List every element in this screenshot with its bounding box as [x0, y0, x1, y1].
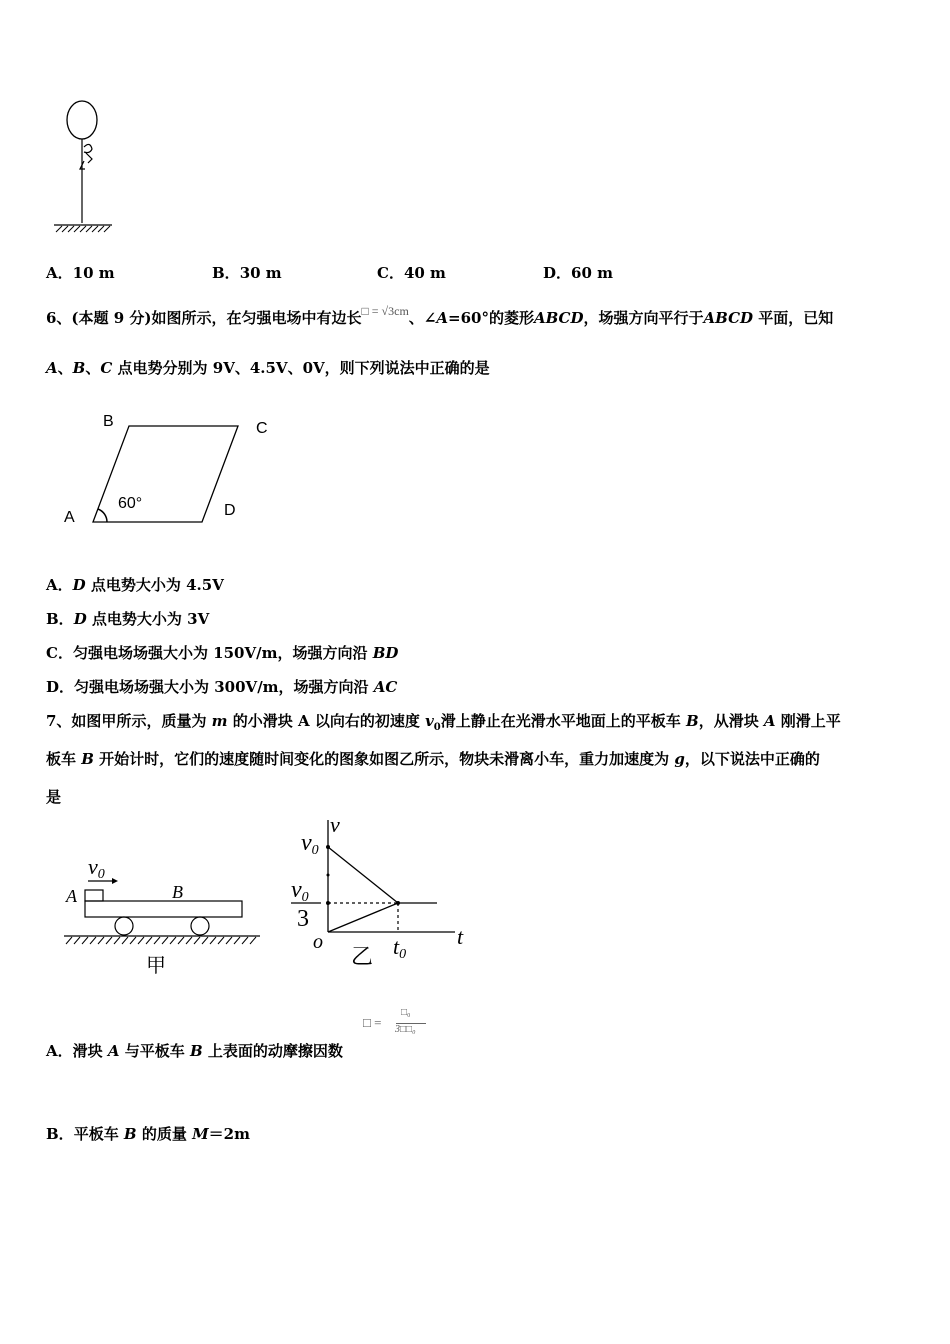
- slider-a: [85, 890, 103, 901]
- vertex-a-label: A: [64, 509, 75, 526]
- yi-t-label: t: [457, 924, 464, 949]
- vertex-d-label: D: [224, 502, 236, 519]
- q6-option-d[interactable]: D．匀强电场场强大小为 300V/m，场强方向沿 AC: [46, 678, 398, 696]
- angle-label: 60°: [118, 495, 143, 512]
- q5-option-d[interactable]: D．60 m: [543, 264, 613, 282]
- q6-stem-line2: A、B、C 点电势分别为 9V、4.5V、0V，则下列说法中正确的是: [46, 359, 490, 377]
- wheel-right: [191, 917, 209, 935]
- q7-mu-formula: □ = □₀ 3□□₀: [363, 1010, 433, 1040]
- yi-frac-den: 3: [297, 906, 309, 932]
- yi-v-label: v: [330, 812, 340, 837]
- q7-stem-line1: 7、如图甲所示，质量为 m 的小滑块 A 以向右的初速度 $v_0$滑上静止在光滑水平地面上的平板车 B，从滑块 A 刚滑上平: [46, 712, 841, 733]
- yi-caption: 乙: [351, 944, 374, 969]
- line-b: [328, 903, 398, 932]
- q5-option-b[interactable]: B．30 m: [212, 264, 282, 282]
- q5-balloon-figure: [48, 95, 118, 235]
- q7-option-b[interactable]: B．平板车 B 的质量 M＝2m: [46, 1125, 250, 1143]
- q6-option-b[interactable]: B．D 点电势大小为 3V: [46, 610, 210, 628]
- q7-option-a[interactable]: A．滑块 A 与平板车 B 上表面的动摩擦因数: [46, 1042, 343, 1060]
- yi-t0-label: t0: [393, 934, 407, 962]
- q6-option-a[interactable]: A．D 点电势大小为 4.5V: [46, 576, 224, 594]
- yi-frac-num: v0: [291, 877, 309, 905]
- q6-rhombus-figure: [58, 408, 278, 533]
- plank-b: [85, 901, 242, 917]
- vertex-b-label: B: [103, 413, 114, 430]
- yi-v0-label: v0: [301, 830, 319, 858]
- jia-caption: 甲: [146, 955, 166, 977]
- q6-edge-math: □ = √3cm: [361, 304, 409, 318]
- q6-option-c[interactable]: C．匀强电场场强大小为 150V/m，场强方向沿 BD: [46, 644, 399, 662]
- q5-option-c[interactable]: C．40 m: [377, 264, 446, 282]
- q7-figure-jia: [60, 850, 265, 980]
- angle-arc: [98, 509, 107, 522]
- q7-stem-line2: 板车 B 开始计时，它们的速度随时间变化的图象如图乙所示，物块未滑离小车，重力加速度为 g，以下说法中正确的: [46, 750, 820, 768]
- yi-origin-label: o: [313, 931, 323, 953]
- q5-option-a[interactable]: A．10 m: [46, 264, 115, 282]
- jia-b-label: B: [172, 882, 183, 902]
- jia-v0-label: v0: [88, 854, 105, 882]
- balloon-shape: [67, 101, 97, 139]
- wheel-left: [115, 917, 133, 935]
- jia-a-label: A: [66, 886, 77, 906]
- rhombus-abcd: [93, 426, 238, 522]
- q6-stem-line1: 6、(本题 9 分)如图所示，在匀强电场中有边长$^{□ = √3cm}$、∠A=60°的菱形ABCD，场强方向平行于ABCD 平面，已知: [46, 304, 834, 327]
- vertex-c-label: C: [256, 420, 268, 437]
- line-a: [328, 847, 398, 903]
- q7-figure-yi: [285, 812, 475, 972]
- q7-stem-line3: 是: [46, 788, 62, 806]
